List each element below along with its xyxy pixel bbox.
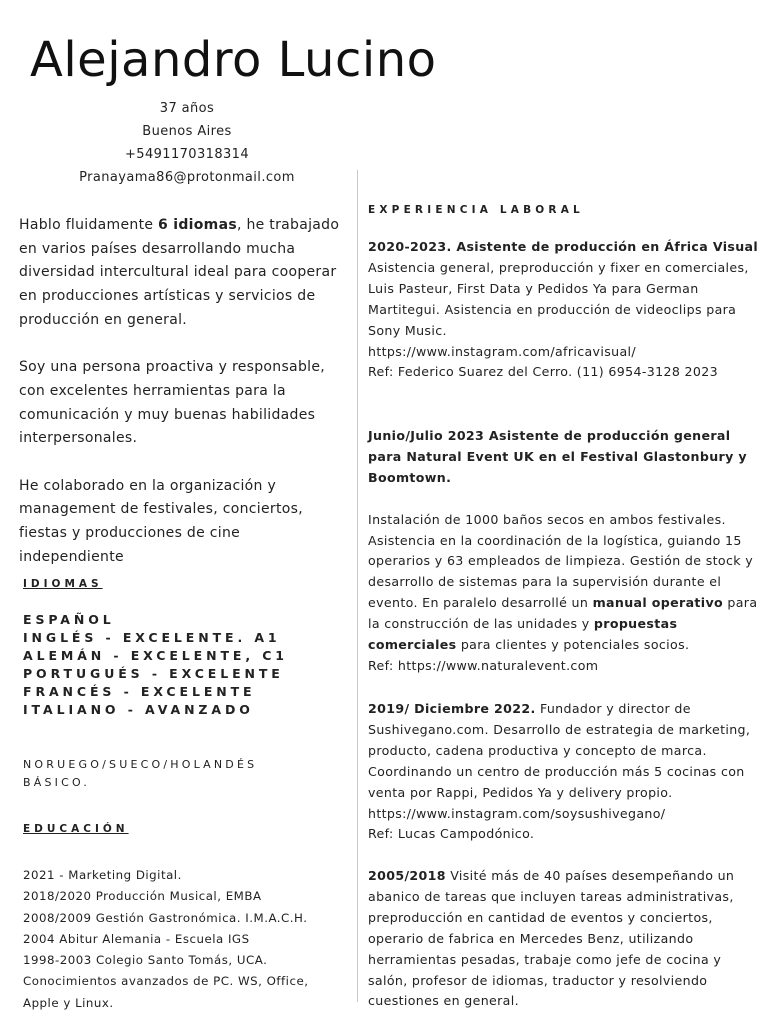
education-item: 2018/2020 Producción Musical, EMBA — [23, 889, 262, 904]
summary-text: , he trabajado en varios países desarrollando mucha diversidad intercultural ideal para cooperar en producciones artísticas y servicios de producción en general. — [19, 217, 340, 328]
summary-paragraph-3: He colaborado en la organización y management de festivales, conciertos, fiestas y producciones de cine independiente — [19, 477, 303, 565]
email: Pranayama86@protonmail.com — [79, 170, 295, 185]
job-title: Junio/Julio 2023 Asistente de producción general para Natural Event UK en el Festival Glastonbury y Boomtown. — [368, 428, 747, 485]
language-item: ITALIANO - AVANZADO — [23, 702, 254, 717]
education-item: Conocimientos avanzados de PC. WS, Office, — [23, 974, 309, 989]
job-title: 2019/ Diciembre 2022. — [368, 701, 536, 716]
candidate-name: Alejandro Lucino — [30, 32, 437, 88]
education-item: 2008/2009 Gestión Gastronómica. I.M.A.C.H. — [23, 910, 308, 925]
job-description — [368, 866, 760, 1012]
language-item: PORTUGUÉS - EXCELENTE — [23, 666, 284, 681]
languages-list — [23, 611, 288, 719]
job-reference: Ref: https://www.naturalevent.com — [368, 657, 599, 673]
education-list — [23, 865, 308, 1014]
job-description — [368, 699, 760, 824]
languages-heading: IDIOMAS — [23, 578, 103, 590]
contact-block — [20, 97, 354, 189]
job-description: Asistencia general, preproducción y fixer en comerciales, Luis Pasteur, First Data y Pedidos Ya para German Martitegui. Asistencia en producción de videoclips para Sony Music. — [368, 259, 749, 338]
language-item: INGLÉS - EXCELENTE. A1 — [23, 630, 281, 645]
language-item: ALEMÁN - EXCELENTE, C1 — [23, 648, 288, 663]
job-link: https://www.instagram.com/africavisual/ — [368, 343, 636, 359]
education-item: Apple y Linux. — [23, 995, 114, 1010]
job-text: Visité más de 40 países desempeñando un abanico de tareas que incluyen tareas administrativas, preproducción en cantidad de eventos y conciertos, operario de fabrica en Mercedes Benz, utilizando herramientas pesadas, trabaje como jefe de cocina y salón, profesor de idiomas, traductor y resolviendo cuestiones en general. — [368, 868, 735, 1009]
language-item: ESPAÑOL — [23, 612, 115, 627]
spacer — [368, 489, 760, 510]
city: Buenos Aires — [142, 124, 232, 139]
language-item: FRANCÉS - EXCELENTE — [23, 684, 256, 699]
job-text: Instalación de 1000 baños secos en ambos festivales. Asistencia en la coordinación de la logística, guiando 15 operarios y 63 empleados de limpieza. Gestión de stock y desarrollo de sistemas para la supervisión durante el evento. En paralelo desarrollé un — [368, 511, 754, 611]
phone: +5491170318314 — [124, 147, 249, 162]
age: 37 años — [159, 101, 215, 116]
job-description — [368, 510, 760, 656]
job-highlight: propuestas comerciales — [368, 616, 678, 653]
job-reference: Ref: Lucas Campodónico. — [368, 826, 535, 842]
experience-heading: EXPERIENCIA LABORAL — [368, 204, 584, 216]
job-highlight: manual operativo — [592, 595, 724, 611]
education-item: 2021 - Marketing Digital. — [23, 868, 182, 882]
profile-summary — [19, 214, 349, 570]
job-title: 2005/2018 — [368, 868, 446, 883]
education-item: 2004 Abitur Alemania - Escuela IGS — [23, 931, 250, 946]
summary-paragraph-1 — [19, 214, 349, 333]
job-travel — [368, 866, 760, 1012]
job-text: para clientes y potenciales socios. — [456, 637, 690, 653]
education-heading: EDUCACIÓN — [23, 823, 129, 835]
job-reference: Ref: Federico Suarez del Cerro. (11) 6954-3128 2023 — [368, 364, 719, 380]
job-text: Fundador y director de Sushivegano.com. Desarrollo de estrategia de marketing, producto, cadena productiva y concepto de marca. Coordinando un centro de producción más 5 cocinas con venta por Rappi, Pedidos Ya y delivery propio. https://www.instagram.com/soysushivegano/ — [368, 701, 751, 821]
job-text: para la construcción de las unidades y — [368, 595, 758, 632]
column-divider — [357, 170, 358, 1002]
job-sushivegano — [368, 699, 760, 845]
job-africa-visual — [368, 237, 760, 383]
summary-text: Hablo fluidamente — [19, 217, 159, 233]
job-title: 2020-2023. Asistente de producción en África Visual — [368, 239, 759, 254]
job-natural-event — [368, 426, 760, 677]
summary-highlight: 6 idiomas — [158, 217, 237, 233]
education-item: 1998-2003 Colegio Santo Tomás, UCA. — [23, 953, 268, 968]
summary-paragraph-2: Soy una persona proactiva y responsable, con excelentes herramientas para la comunicación y muy buenas habilidades interpersonales. — [19, 359, 325, 447]
languages-basic: NORUEGO/SUECO/HOLANDÉS BÁSICO. — [23, 758, 258, 789]
